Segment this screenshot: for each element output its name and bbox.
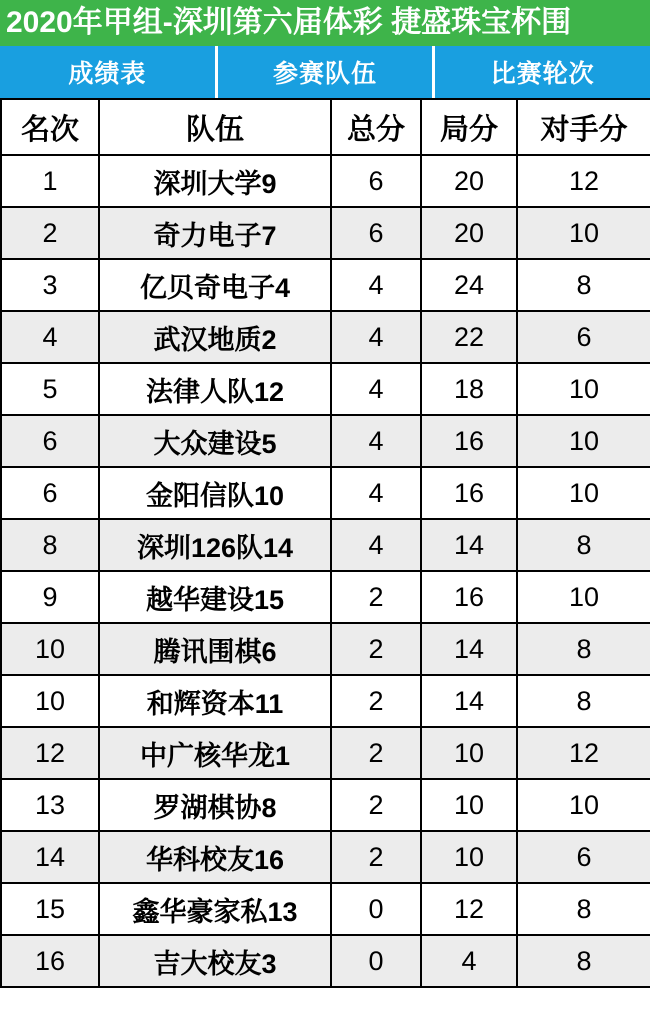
cell-rank: 10 xyxy=(1,623,99,675)
table-row xyxy=(1,883,650,935)
cell-team: 金阳信队10 xyxy=(99,467,331,519)
table-row xyxy=(1,675,650,727)
cell-rank: 1 xyxy=(1,155,99,207)
cell-opponent: 12 xyxy=(517,155,650,207)
cell-opponent: 10 xyxy=(517,207,650,259)
cell-opponent: 6 xyxy=(517,831,650,883)
cell-game: 14 xyxy=(421,623,517,675)
cell-total: 4 xyxy=(331,363,421,415)
cell-total: 2 xyxy=(331,779,421,831)
cell-rank: 9 xyxy=(1,571,99,623)
standings-table xyxy=(0,98,650,988)
cell-opponent: 8 xyxy=(517,519,650,571)
cell-opponent: 10 xyxy=(517,363,650,415)
column-header-opponent: 对手分 xyxy=(517,99,650,155)
cell-team: 武汉地质2 xyxy=(99,311,331,363)
table-header-row xyxy=(1,99,650,155)
cell-total: 2 xyxy=(331,571,421,623)
cell-game: 10 xyxy=(421,727,517,779)
cell-rank: 6 xyxy=(1,467,99,519)
cell-total: 2 xyxy=(331,675,421,727)
cell-game: 16 xyxy=(421,571,517,623)
cell-team: 大众建设5 xyxy=(99,415,331,467)
cell-total: 2 xyxy=(331,623,421,675)
table-row xyxy=(1,623,650,675)
cell-opponent: 12 xyxy=(517,727,650,779)
cell-rank: 3 xyxy=(1,259,99,311)
column-header-team: 队伍 xyxy=(99,99,331,155)
cell-game: 10 xyxy=(421,779,517,831)
cell-game: 14 xyxy=(421,519,517,571)
table-row xyxy=(1,259,650,311)
cell-total: 2 xyxy=(331,831,421,883)
cell-game: 22 xyxy=(421,311,517,363)
cell-rank: 5 xyxy=(1,363,99,415)
cell-opponent: 10 xyxy=(517,415,650,467)
cell-total: 0 xyxy=(331,935,421,987)
page-title: 2020年甲组-深圳第六届体彩 捷盛珠宝杯围 xyxy=(6,6,572,39)
title-banner xyxy=(0,0,650,46)
cell-rank: 13 xyxy=(1,779,99,831)
cell-game: 10 xyxy=(421,831,517,883)
cell-team: 罗湖棋协8 xyxy=(99,779,331,831)
cell-team: 法律人队12 xyxy=(99,363,331,415)
cell-team: 腾讯围棋6 xyxy=(99,623,331,675)
table-row xyxy=(1,311,650,363)
table-row xyxy=(1,571,650,623)
cell-game: 16 xyxy=(421,415,517,467)
cell-opponent: 8 xyxy=(517,935,650,987)
column-header-total: 总分 xyxy=(331,99,421,155)
cell-team: 鑫华豪家私13 xyxy=(99,883,331,935)
cell-game: 18 xyxy=(421,363,517,415)
column-header-game: 局分 xyxy=(421,99,517,155)
cell-rank: 8 xyxy=(1,519,99,571)
cell-game: 20 xyxy=(421,155,517,207)
cell-team: 吉大校友3 xyxy=(99,935,331,987)
cell-rank: 14 xyxy=(1,831,99,883)
cell-opponent: 8 xyxy=(517,623,650,675)
cell-opponent: 8 xyxy=(517,675,650,727)
cell-rank: 4 xyxy=(1,311,99,363)
table-header xyxy=(1,99,650,155)
table-row xyxy=(1,831,650,883)
cell-opponent: 10 xyxy=(517,467,650,519)
table-row xyxy=(1,519,650,571)
cell-total: 0 xyxy=(331,883,421,935)
cell-rank: 6 xyxy=(1,415,99,467)
cell-team: 深圳大学9 xyxy=(99,155,331,207)
cell-total: 6 xyxy=(331,155,421,207)
table-body xyxy=(1,155,650,987)
tab-results[interactable] xyxy=(0,46,218,98)
column-header-rank: 名次 xyxy=(1,99,99,155)
tab-bar xyxy=(0,46,650,98)
cell-rank: 15 xyxy=(1,883,99,935)
cell-total: 4 xyxy=(331,259,421,311)
tab-teams[interactable] xyxy=(218,46,436,98)
tab-rounds-label: 比赛轮次 xyxy=(490,60,595,88)
cell-total: 4 xyxy=(331,311,421,363)
table-row xyxy=(1,155,650,207)
cell-opponent: 6 xyxy=(517,311,650,363)
table-row xyxy=(1,415,650,467)
cell-total: 4 xyxy=(331,519,421,571)
cell-team: 奇力电子7 xyxy=(99,207,331,259)
cell-rank: 10 xyxy=(1,675,99,727)
cell-total: 4 xyxy=(331,415,421,467)
cell-team: 深圳126队14 xyxy=(99,519,331,571)
cell-game: 16 xyxy=(421,467,517,519)
cell-game: 24 xyxy=(421,259,517,311)
cell-team: 亿贝奇电子4 xyxy=(99,259,331,311)
table-row xyxy=(1,779,650,831)
table-row xyxy=(1,467,650,519)
tab-rounds[interactable] xyxy=(435,46,650,98)
cell-rank: 2 xyxy=(1,207,99,259)
cell-opponent: 8 xyxy=(517,883,650,935)
cell-total: 4 xyxy=(331,467,421,519)
cell-opponent: 8 xyxy=(517,259,650,311)
table-row xyxy=(1,727,650,779)
cell-total: 6 xyxy=(331,207,421,259)
cell-rank: 12 xyxy=(1,727,99,779)
cell-opponent: 10 xyxy=(517,571,650,623)
tab-results-label: 成绩表 xyxy=(68,60,147,88)
cell-team: 越华建设15 xyxy=(99,571,331,623)
cell-team: 和辉资本11 xyxy=(99,675,331,727)
cell-game: 20 xyxy=(421,207,517,259)
table-row xyxy=(1,207,650,259)
tab-teams-label: 参赛队伍 xyxy=(273,60,378,88)
cell-game: 12 xyxy=(421,883,517,935)
cell-game: 14 xyxy=(421,675,517,727)
cell-game: 4 xyxy=(421,935,517,987)
cell-team: 华科校友16 xyxy=(99,831,331,883)
cell-opponent: 10 xyxy=(517,779,650,831)
cell-team: 中广核华龙1 xyxy=(99,727,331,779)
cell-rank: 16 xyxy=(1,935,99,987)
table-row xyxy=(1,363,650,415)
cell-total: 2 xyxy=(331,727,421,779)
table-row xyxy=(1,935,650,987)
